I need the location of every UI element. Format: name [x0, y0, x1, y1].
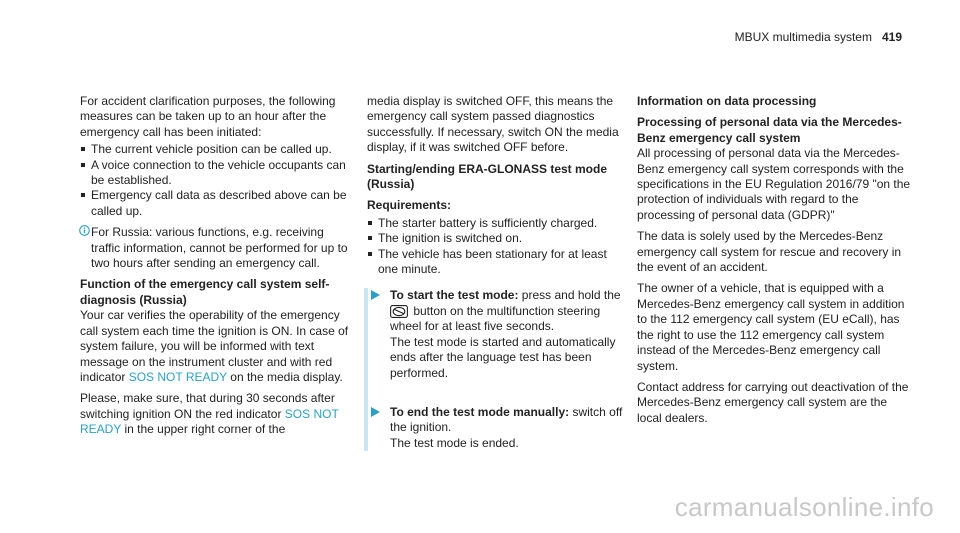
step-text: button on the multifunction steering wheel for at least five seconds.	[390, 303, 601, 334]
measures-list	[80, 142, 352, 219]
step-text: switch off the ignition.	[390, 404, 623, 435]
info-note-icon	[79, 225, 90, 236]
page-header	[735, 30, 902, 45]
step-start-test-mode	[390, 288, 623, 380]
usage-paragraph: The data is solely used by the Mercedes-Benz emergency call system for rescue and recovery in the event of an accident.	[637, 229, 902, 275]
column-middle	[367, 94, 623, 451]
requirements-label: Requirements:	[367, 198, 452, 213]
list-item: The vehicle has been stationary for at least one minute.	[367, 247, 623, 278]
step-result: The test mode is ended.	[390, 435, 519, 450]
step-title: To end the test mode manually:	[390, 404, 570, 419]
section-heading: Function of the emergency call system self-diagnosis (Russia)	[80, 277, 330, 307]
column-right	[637, 94, 913, 426]
step-arrow-icon	[371, 407, 380, 417]
note-text: For Russia: various functions, e.g. receiving traffic information, cannot be performed for up to two hours after sending an emergency call.	[91, 225, 348, 271]
steering-wheel-button-icon	[390, 305, 408, 318]
sos-indicator-label: SOS NOT READY	[128, 369, 227, 384]
diagnosis-paragraph	[80, 308, 352, 385]
list-item: The ignition is switched on.	[367, 231, 623, 246]
step-text: press and hold the	[518, 288, 621, 303]
contact-paragraph: Contact address for carrying out deactivation of the Mercedes-Benz emergency call system are the local dealers.	[637, 379, 909, 425]
list-item: The current vehicle position can be called up.	[80, 142, 352, 157]
text-run: on the media display.	[226, 369, 343, 384]
subsection-heading: Processing of personal data via the Mercedes-Benz emergency call system	[637, 115, 902, 145]
owner-rights-paragraph: The owner of a vehicle, that is equipped with a Mercedes-Benz emergency call system in addition to the 112 emergency call system (EU eCall), has the right to use the 112 emergency call system instead of the Mercedes-Benz emergency call system.	[637, 281, 905, 373]
step-end-test-mode	[390, 405, 623, 451]
instruction-steps	[364, 288, 623, 451]
intro-paragraph: For accident clarification purposes, the following measures can be taken up to an hour after the emergency call has been initiated:	[80, 94, 336, 139]
continuation-paragraph: media display is switched OFF, this means the emergency call system passed diagnostics successfully. If necessary, switch ON the media display, if it was switched OFF before.	[367, 94, 619, 155]
step-result: The test mode is started and automatically ends after the language test has been performed.	[390, 334, 616, 380]
page-number: 419	[881, 30, 902, 44]
step-title: To start the test mode:	[390, 288, 519, 303]
list-item: The starter battery is sufficiently charged.	[367, 216, 623, 231]
sos-indicator-label: SOS NOT READY	[80, 406, 339, 437]
section-title: MBUX multimedia system	[734, 30, 872, 44]
section-heading: Starting/ending ERA-GLONASS test mode (Russia)	[367, 161, 608, 192]
text-run: Please, make sure, that during 30 seconds after switching ignition ON the red indicator	[80, 391, 335, 421]
note-block	[80, 225, 352, 271]
column-left	[80, 94, 352, 438]
gdpr-paragraph: All processing of personal data via the Mercedes-Benz emergency call system corresponds with the specifications in the EU Regulation 2016/79 "on the protection of individuals with regard to the processing of personal data (GDPR)"	[637, 146, 911, 222]
section-heading: Information on data processing	[637, 94, 817, 108]
text-run: Your car verifies the operability of the emergency call system each time the ignition is ON. In case of system failure, you will be informed with text message on the instrument cluster and with red indicator	[80, 308, 349, 384]
list-item: A voice connection to the vehicle occupants can be established.	[80, 158, 352, 189]
list-item: Emergency call data as described above can be called up.	[80, 188, 352, 219]
watermark: carmanualsonline.info	[674, 492, 934, 522]
text-run: in the upper right corner of the	[121, 422, 286, 437]
check-paragraph	[80, 391, 352, 437]
requirements-list	[367, 216, 623, 278]
step-arrow-icon	[371, 290, 380, 300]
